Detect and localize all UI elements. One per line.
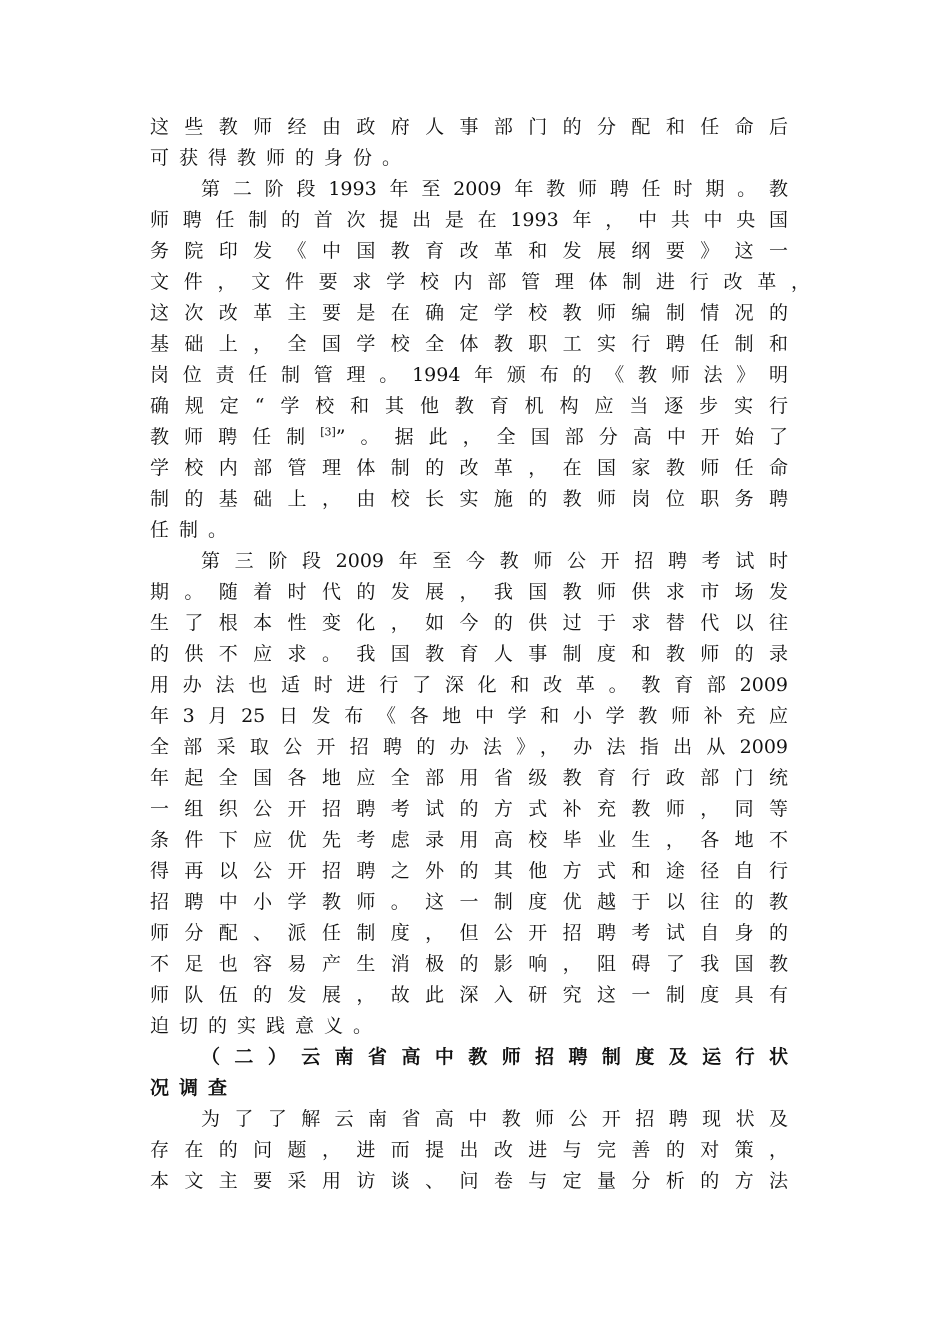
text-line: 迫切的实践意义。 [150, 1015, 383, 1037]
text-line: 第三阶段2009年至今教师公开招聘考试时 [201, 550, 788, 572]
text-line-with-citation [150, 422, 788, 453]
text-line: 第二阶段1993年至2009年教师聘任时期。教 [201, 178, 788, 200]
text-line: 用办法也适时进行了深化和改革。教育部2009 [150, 674, 788, 696]
section-heading: 况调查 [150, 1077, 238, 1099]
text-line: 岗位责任制管理。1994年颁布的《教师法》明 [150, 364, 788, 386]
text-line: 生了根本性变化，如今的供过于求替代以往 [150, 612, 788, 634]
text-line: 师分配、派任制度，但公开招聘考试自身的 [150, 922, 788, 944]
text-line: 一组织公开招聘考试的方式补充教师，同等 [150, 798, 788, 820]
text-segment: ”。据此，全国部分高中开始了 [335, 426, 788, 448]
text-line: 条件下应优先考虑录用高校毕业生，各地不 [150, 829, 788, 851]
text-line: 年起全国各地应全部用省级教育行政部门统 [150, 767, 788, 789]
text-line: 务院印发《中国教育改革和发展纲要》这一 [150, 240, 788, 262]
text-line: 招聘中小学教师。这一制度优越于以往的教 [150, 891, 788, 913]
text-line: 的供不应求。我国教育人事制度和教师的录 [150, 643, 788, 665]
text-line: 确规定“学校和其他教育机构应当逐步实行 [150, 395, 788, 417]
text-line: 全部采取公开招聘的办法》，办法指出从2009 [150, 736, 788, 758]
text-line: 年3月25日发布《各地中学和小学教师补充应 [150, 705, 788, 727]
text-line: 基础上，全国学校全体教职工实行聘任制和 [150, 333, 788, 355]
text-line: 为了了解云南省高中教师公开招聘现状及 [201, 1108, 788, 1130]
section-heading: （二）云南省高中教师招聘制度及运行状 [201, 1046, 788, 1068]
text-segment: 教师聘任制 [150, 426, 321, 448]
text-line: 师聘任制的首次提出是在1993年，中共中央国 [150, 209, 788, 231]
text-line: 师队伍的发展，故此深入研究这一制度具有 [150, 984, 788, 1006]
text-line: 期。随着时代的发展，我国教师供求市场发 [150, 581, 788, 603]
text-line: 任制。 [150, 519, 238, 541]
text-line: 存在的问题，进而提出改进与完善的对策， [150, 1139, 788, 1161]
citation-ref: [3] [320, 425, 336, 439]
text-line: 这次改革主要是在确定学校教师编制情况的 [150, 302, 788, 324]
text-line: 制的基础上，由校长实施的教师岗位职务聘 [150, 488, 788, 510]
text-line: 不足也容易产生消极的影响，阻碍了我国教 [150, 953, 788, 975]
text-line: 本文主要采用访谈、问卷与定量分析的方法 [150, 1170, 788, 1192]
text-line: 得再以公开招聘之外的其他方式和途径自行 [150, 860, 788, 882]
text-line: 这些教师经由政府人事部门的分配和任命后 [150, 116, 788, 138]
text-line: 学校内部管理体制的改革，在国家教师任命 [150, 457, 788, 479]
text-line: 可获得教师的身份。 [150, 147, 412, 169]
text-line: 文件，文件要求学校内部管理体制进行改革， [150, 271, 810, 293]
